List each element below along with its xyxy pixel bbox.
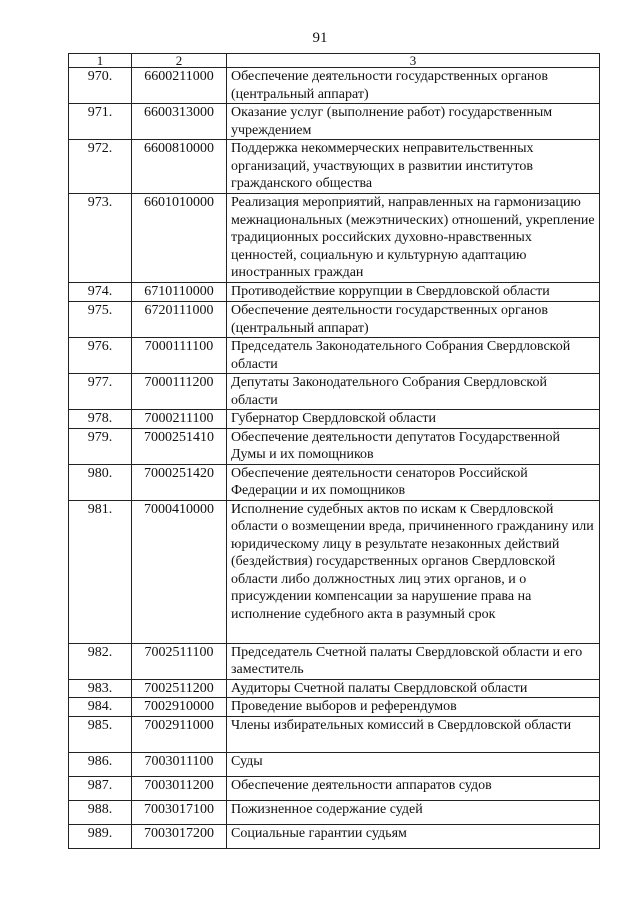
row-number: 983.	[69, 679, 132, 698]
header-col-3: 3	[227, 54, 600, 68]
row-description: Реализация мероприятий, направленных на гармонизацию межнациональных (межэтнических) отношений, укрепление традиционных российских духовно-нравственных ценностей, социальную и культурную адаптацию иностранных граждан	[227, 194, 600, 283]
row-number: 984.	[69, 698, 132, 717]
table-row	[69, 643, 600, 679]
table-row	[69, 716, 600, 752]
row-code: 7000251420	[132, 464, 227, 500]
row-description: Обеспечение деятельности сенаторов Российской Федерации и их помощников	[227, 464, 600, 500]
row-description: Обеспечение деятельности аппаратов судов	[227, 776, 600, 800]
row-code: 7000211100	[132, 410, 227, 429]
codes-table	[68, 53, 600, 849]
header-col-2: 2	[132, 54, 227, 68]
row-description: Пожизненное содержание судей	[227, 800, 600, 824]
row-code: 7003011100	[132, 752, 227, 776]
table-row	[69, 68, 600, 104]
table-row	[69, 824, 600, 848]
row-number: 985.	[69, 716, 132, 752]
row-code: 7002511100	[132, 643, 227, 679]
row-code: 7000410000	[132, 500, 227, 643]
table-row	[69, 140, 600, 194]
row-code: 7000251410	[132, 428, 227, 464]
row-code: 7002511200	[132, 679, 227, 698]
row-number: 980.	[69, 464, 132, 500]
table-row	[69, 194, 600, 283]
table-row	[69, 410, 600, 429]
row-description: Противодействие коррупции в Свердловской области	[227, 283, 600, 302]
row-code: 7003011200	[132, 776, 227, 800]
row-description: Обеспечение деятельности депутатов Государственной Думы и их помощников	[227, 428, 600, 464]
page-number: 91	[312, 30, 328, 46]
row-description: Социальные гарантии судьям	[227, 824, 600, 848]
row-code: 7002910000	[132, 698, 227, 717]
table-row	[69, 464, 600, 500]
row-number: 978.	[69, 410, 132, 429]
row-description: Оказание услуг (выполнение работ) государственным учреждением	[227, 104, 600, 140]
table-row	[69, 104, 600, 140]
row-code: 7000111100	[132, 338, 227, 374]
row-number: 987.	[69, 776, 132, 800]
row-description: Поддержка некоммерческих неправительственных организаций, участвующих в развитии институтов гражданского общества	[227, 140, 600, 194]
row-number: 974.	[69, 283, 132, 302]
row-number: 972.	[69, 140, 132, 194]
header-col-1: 1	[69, 54, 132, 68]
row-code: 7002911000	[132, 716, 227, 752]
row-number: 982.	[69, 643, 132, 679]
table-header-row	[69, 54, 600, 68]
row-code: 6720111000	[132, 302, 227, 338]
row-number: 975.	[69, 302, 132, 338]
row-description: Обеспечение деятельности государственных органов (центральный аппарат)	[227, 302, 600, 338]
table-row	[69, 698, 600, 717]
row-number: 973.	[69, 194, 132, 283]
table-row	[69, 283, 600, 302]
row-description: Губернатор Свердловской области	[227, 410, 600, 429]
row-code: 7003017100	[132, 800, 227, 824]
table-row	[69, 776, 600, 800]
table-row	[69, 800, 600, 824]
row-code: 6600810000	[132, 140, 227, 194]
row-number: 986.	[69, 752, 132, 776]
row-description: Проведение выборов и референдумов	[227, 698, 600, 717]
row-number: 981.	[69, 500, 132, 643]
row-number: 971.	[69, 104, 132, 140]
row-description: Аудиторы Счетной палаты Свердловской области	[227, 679, 600, 698]
row-description: Суды	[227, 752, 600, 776]
row-code: 6710110000	[132, 283, 227, 302]
row-description: Депутаты Законодательного Собрания Свердловской области	[227, 374, 600, 410]
row-description: Члены избирательных комиссий в Свердловской области	[227, 716, 600, 752]
row-code: 6601010000	[132, 194, 227, 283]
row-code: 7003017200	[132, 824, 227, 848]
table-row	[69, 338, 600, 374]
table-row	[69, 428, 600, 464]
table-row	[69, 679, 600, 698]
row-number: 988.	[69, 800, 132, 824]
row-number: 977.	[69, 374, 132, 410]
row-code: 7000111200	[132, 374, 227, 410]
row-description: Председатель Счетной палаты Свердловской области и его заместитель	[227, 643, 600, 679]
table-row	[69, 374, 600, 410]
table-row	[69, 752, 600, 776]
row-code: 6600313000	[132, 104, 227, 140]
row-description: Обеспечение деятельности государственных органов (центральный аппарат)	[227, 68, 600, 104]
row-number: 970.	[69, 68, 132, 104]
row-number: 979.	[69, 428, 132, 464]
table-row	[69, 302, 600, 338]
row-description: Председатель Законодательного Собрания Свердловской области	[227, 338, 600, 374]
table-row	[69, 500, 600, 643]
row-number: 976.	[69, 338, 132, 374]
row-number: 989.	[69, 824, 132, 848]
row-description: Исполнение судебных актов по искам к Свердловской области о возмещении вреда, причиненного гражданину или юридическому лицу в результате незаконных действий (бездействия) государственных органов Свердловской области либо должностных лиц этих органов, и о присуждении компенсации за нарушение права на исполнение судебного акта в разумный срок	[227, 500, 600, 643]
row-code: 6600211000	[132, 68, 227, 104]
